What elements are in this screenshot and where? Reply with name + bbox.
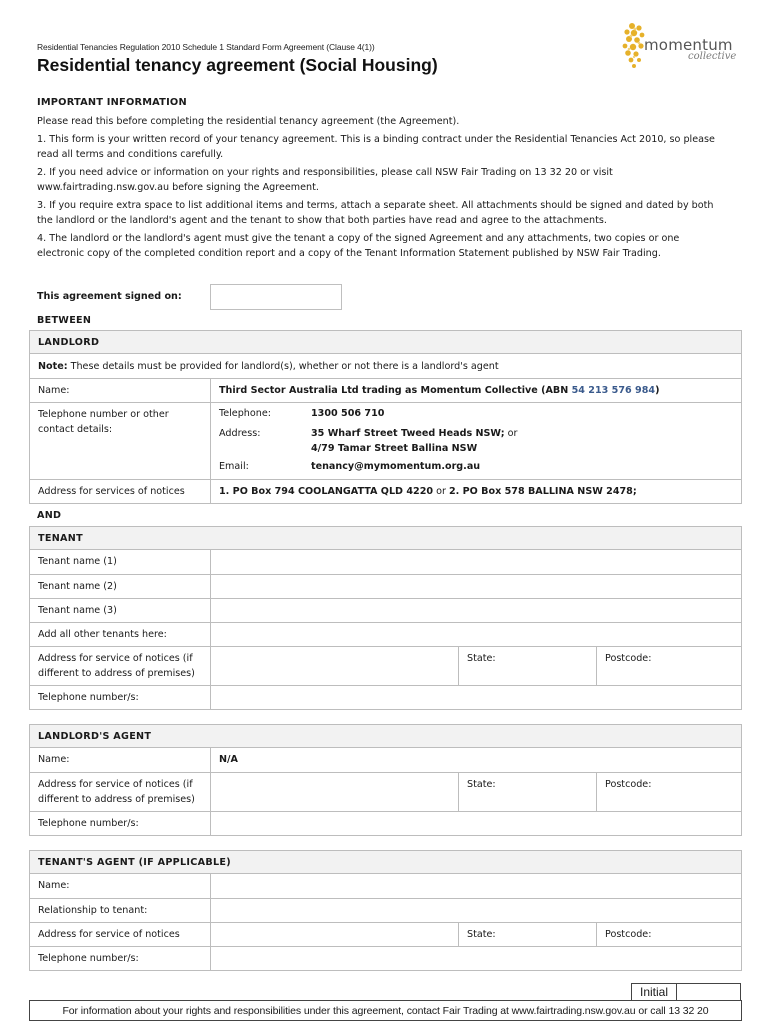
- important-information: [37, 96, 727, 265]
- tenant-address-field[interactable]: [211, 647, 459, 685]
- info-item-1: 1. This form is your written record of your tenancy agreement. This is a binding contract under the Residential Tenancies Act 2010, so please read all terms and conditions carefully.: [37, 134, 715, 160]
- info-item-2: 2. If you need advice or information on your rights and responsibilities, please call NSW Fair Trading on 13 32 20 or visit www.fairtrading.nsw.gov.au before signing the Agreement.: [37, 167, 613, 193]
- landlord-name-row: [30, 378, 741, 402]
- signed-on-date-field[interactable]: [210, 284, 342, 310]
- tenant-postcode-label: Postcode:: [605, 653, 652, 664]
- info-item-4: 4. The landlord or the landlord's agent must give the tenant a copy of the signed Agreement and any attachments, two copies or one electronic copy of the completed condition report and a copy of the Tenant Information Statement published by NSW Fair Trading.: [37, 233, 680, 259]
- landlord-notices-label: Address for services of notices: [30, 480, 211, 503]
- address-line-1: 35 Wharf Street Tweed Heads NSW;: [311, 428, 505, 439]
- tenant-section: [29, 526, 742, 710]
- tenant-name-1-label: Tenant name (1): [30, 550, 211, 574]
- tenant-name-1-row: [30, 550, 741, 574]
- tenant-telephone-label: Telephone number/s:: [30, 686, 211, 709]
- note-label: Note:: [38, 361, 68, 372]
- agent-name-field[interactable]: N/A: [219, 754, 238, 765]
- email-line: [219, 460, 733, 475]
- relationship-row: [30, 898, 741, 922]
- tenant-heading: TENANT: [30, 527, 741, 550]
- landlords-agent-heading: LANDLORD'S AGENT: [30, 725, 741, 748]
- tenant-name-2-field[interactable]: [211, 575, 741, 598]
- landlord-contact-label: Telephone number or other contact details:: [30, 403, 211, 479]
- tenants-agent-postcode-label: Postcode:: [605, 929, 652, 940]
- between-label: BETWEEN: [37, 315, 92, 326]
- landlord-heading: LANDLORD: [30, 331, 741, 354]
- info-heading: IMPORTANT INFORMATION: [37, 97, 187, 108]
- info-item-3: 3. If you require extra space to list additional items and terms, attach a separate sheet. All attachments should be signed and dated by both the landlord or the landlord's agent and the tenant to show that both parties have read and agree to the attachments.: [37, 200, 714, 226]
- address-or: or: [504, 428, 518, 439]
- agent-telephone-row: [30, 811, 741, 835]
- tenant-others-label: Add all other tenants here:: [30, 623, 211, 646]
- landlord-note: [30, 354, 741, 378]
- landlord-notices-row: [30, 479, 741, 503]
- agent-state-field[interactable]: [459, 773, 597, 811]
- notices-part-2: 2. PO Box 578 BALLINA NSW 2478;: [448, 486, 637, 497]
- tenant-name-1-field[interactable]: [211, 550, 741, 574]
- tenant-state-label: State:: [467, 653, 496, 664]
- agent-postcode-label: Postcode:: [605, 779, 652, 790]
- landlords-agent-section: [29, 724, 742, 836]
- relationship-field[interactable]: [211, 899, 741, 922]
- tenant-name-3-field[interactable]: [211, 599, 741, 622]
- regulation-reference: Residential Tenancies Regulation 2010 Schedule 1 Standard Form Agreement (Clause 4(1)): [37, 42, 375, 52]
- telephone-line: [219, 407, 733, 427]
- email-value: tenancy@mymomentum.org.au: [311, 460, 481, 472]
- agent-name-label: Name:: [30, 748, 211, 772]
- agent-postcode-field[interactable]: [597, 773, 741, 811]
- footer-note: For information about your rights and responsibilities under this agreement, contact Fair Trading at www.fairtrading.nsw.gov.au or call 13 32 20: [29, 1000, 742, 1021]
- tenant-telephone-field[interactable]: [211, 686, 741, 709]
- address-line-2-row: [219, 442, 733, 460]
- tenants-agent-heading: TENANT'S AGENT (IF APPLICABLE): [30, 851, 741, 874]
- tenants-agent-telephone-row: [30, 946, 741, 970]
- tenants-agent-telephone-label: Telephone number/s:: [30, 947, 211, 970]
- tenant-others-row: [30, 622, 741, 646]
- address-label: Address:: [219, 428, 261, 439]
- email-label: Email:: [219, 460, 249, 472]
- address-line-2: 4/79 Tamar Street Ballina NSW: [311, 442, 478, 454]
- tenant-others-field[interactable]: [211, 623, 741, 646]
- agent-state-label: State:: [467, 779, 496, 790]
- agent-address-field[interactable]: [211, 773, 459, 811]
- tenants-agent-address-field[interactable]: [211, 923, 459, 946]
- landlord-contact-row: [30, 402, 741, 479]
- info-intro: Please read this before completing the residential tenancy agreement (the Agreement).: [37, 115, 460, 127]
- agent-address-row: [30, 772, 741, 811]
- tenant-state-field[interactable]: [459, 647, 597, 685]
- landlord-name-label: Name:: [30, 379, 211, 402]
- tenants-agent-name-row: [30, 874, 741, 898]
- landlord-contact-details[interactable]: [211, 403, 741, 479]
- tenants-agent-state-label: State:: [467, 929, 496, 940]
- agent-address-label: Address for service of notices (if different to address of premises): [30, 773, 211, 811]
- signed-on-label: This agreement signed on:: [37, 291, 182, 302]
- landlord-name-value[interactable]: [211, 379, 741, 402]
- tenants-agent-telephone-field[interactable]: [211, 947, 741, 970]
- telephone-label: Telephone:: [219, 408, 271, 419]
- address-line: [219, 427, 733, 442]
- landlord-abn: 54 213 576 984: [571, 385, 656, 396]
- initial-divider: [676, 984, 677, 1000]
- notices-part-1: 1. PO Box 794 COOLANGATTA QLD 4220: [219, 486, 434, 497]
- landlord-name-text: Third Sector Australia Ltd trading as Momentum Collective (ABN: [219, 385, 572, 396]
- tenant-postcode-field[interactable]: [597, 647, 741, 685]
- landlord-notices-value[interactable]: [211, 480, 741, 503]
- note-text: These details must be provided for landlord(s), whether or not there is a landlord's agent: [67, 361, 499, 372]
- document-title: Residential tenancy agreement (Social Housing): [37, 55, 438, 75]
- agent-telephone-label: Telephone number/s:: [30, 812, 211, 835]
- momentum-logo: [622, 20, 742, 70]
- landlord-name-close: ): [655, 385, 660, 396]
- tenant-address-label: Address for service of notices (if different to address of premises): [30, 647, 211, 685]
- initial-box[interactable]: [631, 983, 741, 1001]
- logo-wordmark: momentum: [644, 36, 733, 54]
- tenant-name-3-row: [30, 598, 741, 622]
- tenants-agent-name-label: Name:: [30, 874, 211, 898]
- tenants-agent-state-field[interactable]: [459, 923, 597, 946]
- notices-or: or: [433, 486, 449, 497]
- tenants-agent-address-label: Address for service of notices: [30, 923, 211, 946]
- telephone-value: 1300 506 710: [311, 408, 385, 419]
- agent-name-row: [30, 748, 741, 772]
- tenant-name-2-row: [30, 574, 741, 598]
- logo-subtitle: collective: [688, 51, 737, 62]
- tenants-agent-address-row: [30, 922, 741, 946]
- tenants-agent-section: [29, 850, 742, 971]
- and-label: AND: [37, 510, 62, 521]
- tenants-agent-postcode-field[interactable]: [597, 923, 741, 946]
- initial-label: Initial: [640, 985, 669, 999]
- tenant-address-row: [30, 646, 741, 685]
- landlord-section: [29, 330, 742, 504]
- relationship-label: Relationship to tenant:: [30, 899, 211, 922]
- agent-telephone-field[interactable]: [211, 812, 741, 835]
- tenant-name-2-label: Tenant name (2): [30, 575, 211, 598]
- tenant-telephone-row: [30, 685, 741, 709]
- tenant-name-3-label: Tenant name (3): [30, 599, 211, 622]
- tenants-agent-name-field[interactable]: [211, 874, 741, 898]
